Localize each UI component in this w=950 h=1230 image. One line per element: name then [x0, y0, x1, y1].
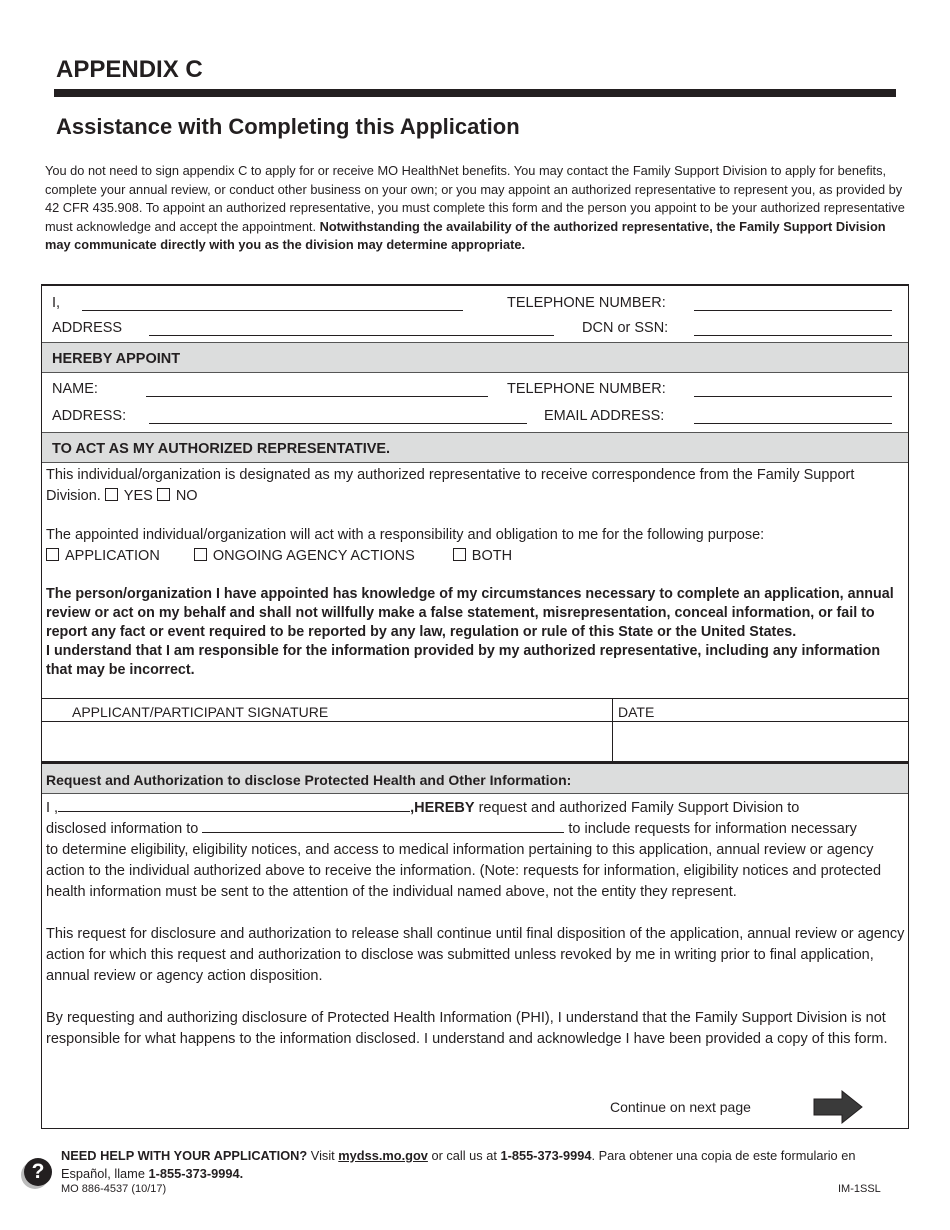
continue-label: Continue on next page: [610, 1099, 751, 1115]
include-label: to include requests for information necessary: [564, 821, 857, 837]
footer: [61, 1147, 901, 1183]
disclosure-paragraph-2: This request for disclosure and authorization to release shall continue until final disposition of the application, annual review or agency action for which this request and authorization to disclose was submitted unless revoked by me in writing prior to final application, annual review or agency action disposition.: [46, 926, 905, 984]
need-help-label: NEED HELP WITH YOUR APPLICATION?: [61, 1148, 308, 1163]
arrow-right-icon[interactable]: [812, 1089, 864, 1125]
intro-bold: Notwithstanding the availability of the authorized representative, the Family Support Division may communicate directly with you as the division may determine appropriate.: [45, 218, 886, 253]
name-label: NAME:: [52, 381, 98, 397]
divider: [42, 698, 908, 699]
disclose-bar: [42, 764, 908, 794]
address-label: ADDRESS: [52, 320, 123, 336]
form-number: MO 886-4537 (10/17): [61, 1183, 167, 1195]
rep-address-label: ADDRESS:: [52, 408, 127, 424]
disclosure-paragraph-3: By requesting and authorizing disclosure of Protected Health Information (PHI), I understand that the Family Support Division is not responsible for what happens to the information disclosed. I understand and acknowledge I have been provided a copy of this form.: [46, 1010, 888, 1047]
i-label: I,: [52, 295, 61, 311]
date-label: DATE: [618, 704, 655, 720]
yes-label: YES: [123, 487, 153, 504]
intro-text: [45, 162, 905, 255]
hereby-rest: request and authorized Family Support Division to: [474, 800, 800, 816]
signature-label: APPLICANT/PARTICIPANT SIGNATURE: [72, 704, 329, 720]
email-label: EMAIL ADDRESS:: [544, 408, 665, 424]
appendix-heading: APPENDIX C: [56, 56, 203, 83]
heading-rule: [54, 89, 896, 97]
rep-name-field[interactable]: [146, 396, 488, 397]
help-icon: ?: [24, 1158, 52, 1186]
application-label: APPLICATION: [65, 547, 160, 564]
disclose-text: [46, 798, 906, 1050]
page-title: Assistance with Completing this Application: [56, 114, 520, 139]
spanish-text: . Para obtener una copia de este formulario en Español, llame: [61, 1148, 856, 1181]
authorized-rep-bar: [42, 432, 908, 463]
signature-field[interactable]: [42, 722, 612, 762]
purpose-body: The appointed individual/organization will act with a responsibility and obligation to me for the following purpose:: [46, 527, 765, 543]
authorized-rep-heading: TO ACT AS MY AUTHORIZED REPRESENTATIVE.: [52, 441, 391, 457]
yes-checkbox[interactable]: [105, 488, 118, 501]
i-label: I ,: [46, 800, 59, 816]
intro-body: You do not need to sign appendix C to apply for or receive MO HealthNet benefits. You may contact the Family Support Division to apply for benefits, complete your annual review, or conduct other business on your own; or you may appoint an authorized representative to represent you, as provided by 42 CFR 435.908. To appoint an authorized representative, you must complete this form and the person you appoint to be your authorized representative must acknowledge and accept the appointment.: [45, 163, 905, 234]
applicant-address-field[interactable]: [149, 335, 554, 336]
disclosure-paragraph-1: to determine eligibility, eligibility notices, and access to medical information pertaining to this application, annual review or agency action to the individual authorized above to receive the information. (Note: requests for information, eligibility notices and protected health information must be sent to the attention of the individual named above, not the entity they represent.: [46, 842, 882, 900]
rep-address-field[interactable]: [149, 423, 527, 424]
designation-body: This individual/organization is designated as my authorized representative to receive correspondence from the Family Support Division.: [46, 467, 855, 504]
applicant-phone-field[interactable]: [694, 310, 892, 311]
date-field[interactable]: [613, 722, 908, 762]
applicant-name-field[interactable]: [82, 310, 463, 311]
visit-text: Visit: [307, 1148, 339, 1163]
email-field[interactable]: [694, 423, 892, 424]
form-code: IM-1SSL: [838, 1183, 881, 1195]
hereby-label: ,HEREBY: [410, 800, 475, 816]
disclosed-to-label: disclosed information to: [46, 821, 203, 837]
recipient-field[interactable]: [202, 820, 564, 833]
both-label: BOTH: [471, 547, 513, 564]
rep-phone-label: TELEPHONE NUMBER:: [507, 381, 666, 397]
responsibility-body: I understand that I am responsible for the information provided by my authorized representative, including any information that may be incorrect.: [46, 643, 881, 678]
website-link[interactable]: mydss.mo.gov: [338, 1148, 428, 1163]
both-checkbox[interactable]: [453, 548, 466, 561]
knowledge-body: The person/organization I have appointed has knowledge of my circumstances necessary to complete an application, annual review or act on my behalf and shall not willfully make a false statement, misrepresentation, conceal information, or fail to report any fact or event required to be reported by any law, regulation or rule of this State or the United States.: [46, 586, 894, 640]
no-checkbox[interactable]: [157, 488, 170, 501]
disclose-heading: Request and Authorization to disclose Protected Health and Other Information:: [46, 772, 572, 788]
knowledge-text: [46, 585, 908, 680]
phone-label: TELEPHONE NUMBER:: [507, 295, 666, 311]
phone-number: 1-855-373-9994: [500, 1148, 592, 1163]
dcn-field[interactable]: [694, 335, 892, 336]
application-checkbox[interactable]: [46, 548, 59, 561]
no-label: NO: [175, 487, 198, 504]
form-box: [41, 284, 909, 1129]
rep-phone-field[interactable]: [694, 396, 892, 397]
dcn-label: DCN or SSN:: [582, 320, 669, 336]
ongoing-checkbox[interactable]: [194, 548, 207, 561]
phone-number-2: 1-855-373-9994.: [148, 1166, 244, 1181]
discloser-name-field[interactable]: [58, 799, 410, 812]
hereby-appoint-heading: HEREBY APPOINT: [52, 351, 181, 367]
call-text: or call us at: [427, 1148, 501, 1163]
hereby-appoint-bar: [42, 342, 908, 373]
ongoing-label: ONGOING AGENCY ACTIONS: [212, 547, 415, 564]
designation-text: [46, 465, 866, 506]
purpose-text: [46, 525, 906, 566]
